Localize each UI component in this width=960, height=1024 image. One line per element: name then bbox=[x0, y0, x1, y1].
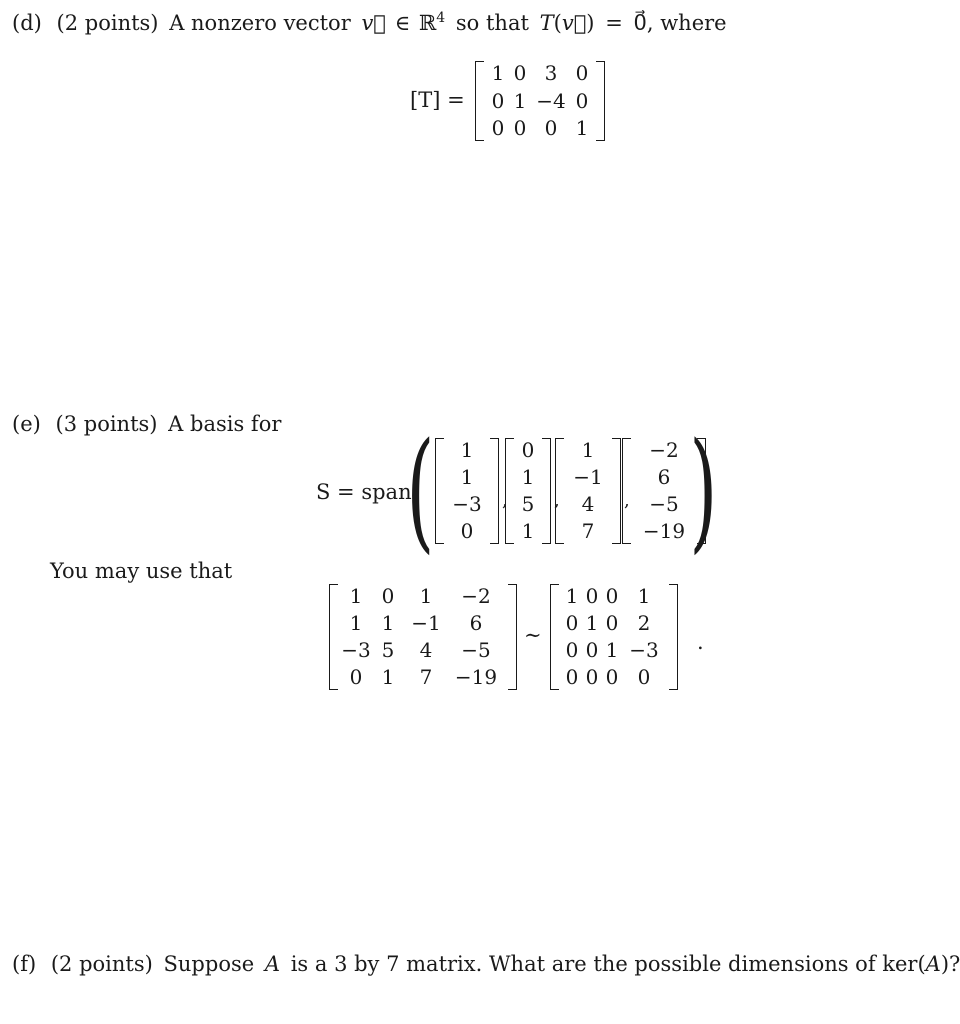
matA-cell-r3-c0: 0 bbox=[349, 665, 363, 689]
part-e-span-text: S = span bbox=[316, 480, 412, 504]
matA-cell-r3-c3: −19 bbox=[454, 665, 498, 689]
span-vector-comma-2: , bbox=[554, 490, 560, 511]
matT-cell-r2-c0: 0 bbox=[491, 116, 505, 140]
matrix-R-right-bracket bbox=[669, 584, 678, 690]
span-vector-3 bbox=[555, 438, 621, 544]
matA-cell-r0-c0: 1 bbox=[349, 584, 363, 608]
matrix-R-grid bbox=[559, 584, 669, 690]
span-vector-1-entry-3: 0 bbox=[460, 519, 474, 543]
matA-cell-r1-c0: 1 bbox=[349, 611, 363, 635]
matrix-A-left-bracket bbox=[329, 584, 338, 690]
matT-cell-r2-c3: 1 bbox=[575, 116, 589, 140]
matA-cell-r1-c3: 6 bbox=[469, 611, 483, 635]
matR-cell-r0-c0: 1 bbox=[565, 584, 579, 608]
matT-cell-r1-c2: −4 bbox=[536, 88, 566, 113]
span-vector-1-grid bbox=[444, 438, 490, 544]
part-d-label: (d) bbox=[12, 11, 42, 35]
span-vector-3-left-bracket bbox=[555, 438, 564, 544]
span-vector-1-entry-0: 1 bbox=[460, 438, 474, 462]
part-d-lparen: ( bbox=[553, 11, 562, 35]
part-f-A-arg: A bbox=[925, 952, 941, 976]
matA-cell-r2-c2: 4 bbox=[419, 638, 433, 662]
part-d-rparen: ) bbox=[586, 11, 595, 35]
span-right-paren: ) bbox=[689, 414, 718, 566]
matA-cell-r0-c2: 1 bbox=[419, 584, 433, 608]
part-d-vector-v-arg: v⃗ bbox=[561, 11, 587, 35]
matR-cell-r3-c0: 0 bbox=[565, 665, 579, 689]
matT-cell-r1-c1: 1 bbox=[513, 88, 527, 113]
matrix-T-right-bracket bbox=[596, 61, 605, 141]
matA-cell-r2-c3: −5 bbox=[461, 638, 491, 662]
matA-cell-r2-c1: 5 bbox=[381, 638, 395, 662]
matR-cell-r0-c3: 1 bbox=[637, 584, 651, 608]
span-vector-2-entry-3: 1 bbox=[521, 519, 535, 543]
row-equivalent-tilde: ∼ bbox=[524, 623, 542, 647]
span-left-paren: ( bbox=[406, 414, 435, 566]
span-vector-4-left-bracket bbox=[622, 438, 631, 544]
span-vector-2-entry-2: 5 bbox=[521, 492, 535, 516]
part-d-T: T bbox=[539, 11, 554, 35]
matR-cell-r1-c3: 2 bbox=[637, 611, 651, 635]
span-vector-2-grid bbox=[514, 438, 542, 544]
matrix-R-left-bracket bbox=[550, 584, 559, 690]
part-e-span-lhs bbox=[316, 480, 412, 504]
span-vector-4 bbox=[622, 438, 706, 544]
matrix-A-grid bbox=[338, 584, 508, 690]
matA-cell-r3-c2: 7 bbox=[419, 665, 433, 689]
matrix-T bbox=[475, 61, 605, 141]
span-vector-1-right-bracket bbox=[490, 438, 499, 544]
matR-cell-r3-c1: 0 bbox=[585, 665, 599, 689]
matR-cell-r2-c1: 0 bbox=[585, 638, 599, 662]
matrix-R bbox=[550, 584, 678, 690]
part-d-text-a: A nonzero vector bbox=[169, 11, 351, 35]
part-d-points: (2 points) bbox=[56, 11, 159, 35]
matR-cell-r0-c1: 0 bbox=[585, 584, 599, 608]
span-vector-3-entry-3: 7 bbox=[581, 519, 595, 543]
matA-cell-r0-c1: 0 bbox=[381, 584, 395, 608]
part-d-zero-vector: 0⃗ bbox=[633, 11, 647, 35]
part-d-eq: = bbox=[605, 11, 623, 35]
matA-cell-r2-c0: −3 bbox=[341, 638, 371, 662]
part-d-vector-v: v⃗ bbox=[361, 11, 386, 35]
span-vector-2-entry-1: 1 bbox=[521, 465, 535, 489]
span-vector-3-entry-1: −1 bbox=[573, 465, 603, 489]
span-vector-4-entry-1: 6 bbox=[657, 465, 671, 489]
matR-cell-r0-c2: 0 bbox=[605, 584, 619, 608]
matT-cell-r1-c0: 0 bbox=[491, 88, 505, 113]
part-f-A: A bbox=[264, 952, 281, 976]
matR-cell-r1-c0: 0 bbox=[565, 611, 579, 635]
span-vector-3-grid bbox=[564, 438, 612, 544]
matA-cell-r1-c2: −1 bbox=[411, 611, 441, 635]
span-vector-2-left-bracket bbox=[505, 438, 514, 544]
part-f-label: (f) bbox=[12, 952, 37, 976]
part-d-text-b: so that bbox=[455, 11, 529, 35]
span-vector-1-entry-2: −3 bbox=[452, 492, 482, 516]
span-vector-4-right-bracket bbox=[697, 438, 706, 544]
matrix-T-grid bbox=[484, 61, 596, 141]
matA-cell-r3-c1: 1 bbox=[381, 665, 395, 689]
matR-cell-r2-c0: 0 bbox=[565, 638, 579, 662]
matR-cell-r2-c2: 1 bbox=[605, 638, 619, 662]
span-vector-2 bbox=[505, 438, 551, 544]
span-vector-4-entry-0: −2 bbox=[649, 438, 679, 462]
part-d-matrix-lhs: [T] = bbox=[410, 88, 465, 112]
matR-cell-r1-c1: 1 bbox=[585, 611, 599, 635]
part-f-points: (2 points) bbox=[50, 952, 153, 976]
matrix-A-right-bracket bbox=[508, 584, 517, 690]
span-vector-2-entry-0: 0 bbox=[521, 438, 535, 462]
part-f-text-b: is a 3 by 7 matrix. What are the possible dimensions of ker( bbox=[290, 952, 926, 976]
span-vector-2-right-bracket bbox=[542, 438, 551, 544]
span-vector-4-entry-3: −19 bbox=[642, 519, 686, 543]
part-e-text: A basis for bbox=[168, 412, 282, 436]
span-vector-1-left-bracket bbox=[435, 438, 444, 544]
matT-cell-r0-c0: 1 bbox=[491, 61, 505, 85]
part-d-real-exp: 4 bbox=[436, 10, 446, 26]
matT-cell-r2-c1: 0 bbox=[513, 116, 527, 140]
matT-cell-r1-c3: 0 bbox=[575, 88, 589, 113]
span-vector-4-grid bbox=[631, 438, 697, 544]
part-d-in-symbol: ∈ bbox=[394, 11, 411, 35]
part-e-question bbox=[12, 412, 281, 436]
part-f-question bbox=[12, 952, 960, 976]
span-vector-3-entry-2: 4 bbox=[581, 492, 595, 516]
matrix-T-left-bracket bbox=[475, 61, 484, 141]
span-vector-comma-3: , bbox=[624, 490, 630, 511]
part-e-period: . bbox=[697, 630, 704, 654]
span-vector-3-right-bracket bbox=[612, 438, 621, 544]
matA-cell-r0-c3: −2 bbox=[461, 584, 491, 608]
span-vector-3-entry-0: 1 bbox=[581, 438, 595, 462]
span-vector-1-entry-1: 1 bbox=[460, 465, 474, 489]
part-f-text-c: )? bbox=[940, 952, 960, 976]
span-vector-4-entry-2: −5 bbox=[649, 492, 679, 516]
matT-cell-r0-c1: 0 bbox=[513, 61, 527, 85]
matT-cell-r2-c2: 0 bbox=[544, 116, 558, 140]
part-d-question bbox=[12, 10, 727, 35]
matR-cell-r3-c2: 0 bbox=[605, 665, 619, 689]
matrix-A bbox=[329, 584, 517, 690]
part-e-points: (3 points) bbox=[55, 412, 158, 436]
part-e-label: (e) bbox=[12, 412, 41, 436]
matA-cell-r1-c1: 1 bbox=[381, 611, 395, 635]
part-d-real-space: ℝ bbox=[418, 11, 437, 35]
matT-cell-r0-c2: 3 bbox=[544, 61, 558, 85]
span-vector-1 bbox=[435, 438, 499, 544]
part-e-hint: You may use that bbox=[50, 559, 233, 583]
matR-cell-r1-c2: 0 bbox=[605, 611, 619, 635]
span-vector-comma-1: , bbox=[502, 490, 508, 511]
matR-cell-r3-c3: 0 bbox=[637, 665, 651, 689]
part-f-text-a: Suppose bbox=[163, 952, 255, 976]
matR-cell-r2-c3: −3 bbox=[629, 638, 659, 662]
part-d-text-c: , where bbox=[646, 11, 727, 35]
matT-cell-r0-c3: 0 bbox=[575, 61, 589, 85]
